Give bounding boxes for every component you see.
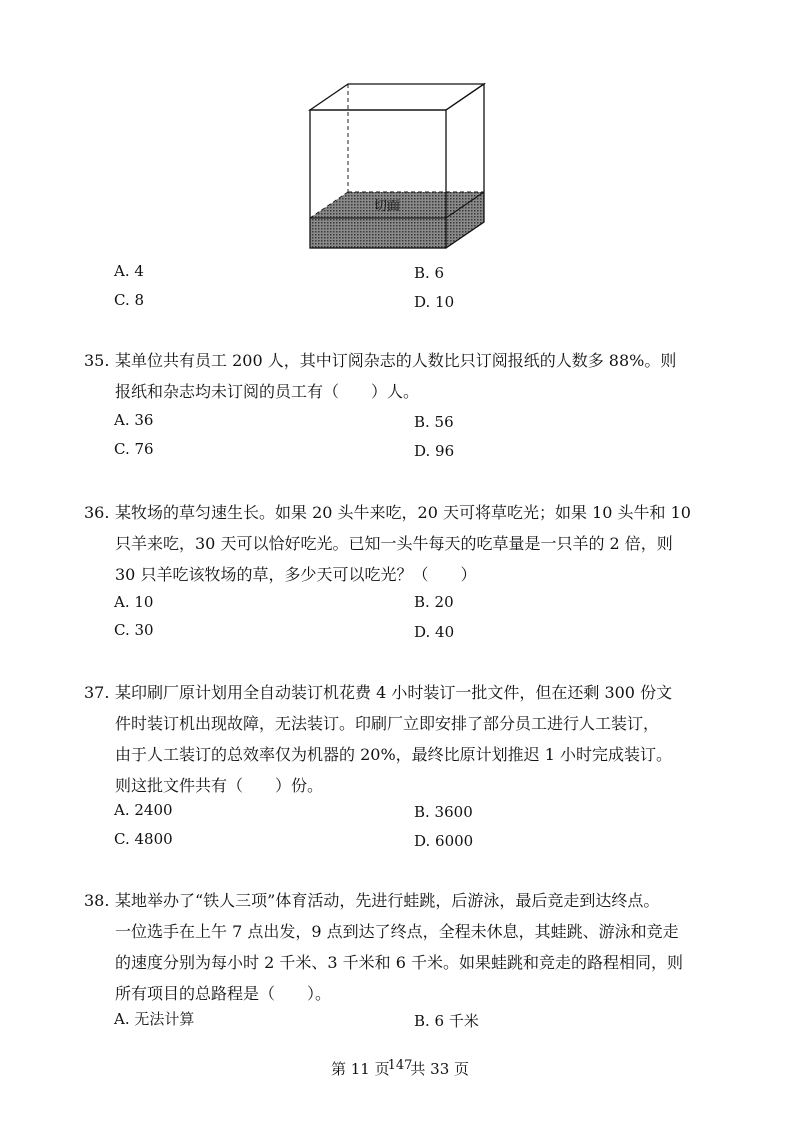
- q37-option-b: B. 3600: [414, 803, 473, 821]
- prev-option-b: B. 6: [414, 264, 445, 282]
- question-text-line: 只羊来吃，30 天可以恰好吃光。已知一头牛每天的吃草量是一只羊的 2 倍，则: [115, 534, 673, 553]
- q37-option-c: C. 4800: [114, 830, 173, 848]
- question-text-line: 则这批文件共有（ ）份。: [115, 776, 324, 795]
- question-text-line: 由于人工装订的总效率仅为机器的 20%，最终比原计划推迟 1 小时完成装订。: [115, 745, 673, 764]
- page-footer: [0, 1058, 800, 1079]
- footer-total-pages: 共 33 页: [410, 1060, 470, 1078]
- q35-option-d: D. 96: [414, 442, 455, 460]
- q35-option-c: C. 76: [114, 440, 154, 458]
- page-stamp: 147: [387, 1058, 413, 1073]
- question-text-line: 报纸和杂志均未订阅的员工有（ ）人。: [115, 382, 420, 401]
- footer-page-number: 第 11 页: [330, 1060, 390, 1078]
- q36-option-a: A. 10: [114, 593, 154, 611]
- section-front-shade: [310, 218, 446, 248]
- question-text-line: 某牧场的草匀速生长。如果 20 头牛来吃，20 天可将草吃光；如果 10 头牛和 10: [115, 503, 691, 522]
- question-number: 36.: [84, 503, 110, 522]
- q38-option-b: B. 6 千米: [414, 1012, 479, 1030]
- question-text-line: 某地举办了“铁人三项”体育活动，先进行蛙跳，后游泳，最后竞走到达终点。: [115, 891, 660, 910]
- section-label: 切面: [374, 199, 401, 214]
- q37-option-a: A. 2400: [114, 801, 173, 819]
- question-text-line: 某印刷厂原计划用全自动装订机花费 4 小时装订一批文件，但在还剩 300 份文: [115, 683, 673, 702]
- question-text-line: 的速度分别为每小时 2 千米、3 千米和 6 千米。如果蛙跳和竞走的路程相同，则: [115, 953, 683, 972]
- question-text-line: 件时装订机出现故障，无法装订。印刷厂立即安排了部分员工进行人工装订，: [115, 714, 660, 733]
- question-number: 37.: [84, 683, 110, 702]
- q37-option-d: D. 6000: [414, 832, 474, 850]
- question-text-line: 30 只羊吃该牧场的草，多少天可以吃光？（ ）: [115, 565, 477, 584]
- q38-option-a: A. 无法计算: [114, 1010, 195, 1028]
- prev-option-a: A. 4: [114, 262, 144, 280]
- question-text-line: 一位选手在上午 7 点出发，9 点到达了终点，全程未休息，其蛙跳、游泳和竞走: [115, 922, 679, 941]
- q35-option-a: A. 36: [114, 411, 154, 429]
- q36-option-b: B. 20: [414, 593, 454, 611]
- q36-option-d: D. 40: [414, 623, 455, 641]
- question-number: 35.: [84, 351, 110, 370]
- prev-option-c: C. 8: [114, 291, 145, 309]
- q36-option-c: C. 30: [114, 621, 154, 639]
- question-number: 38.: [84, 891, 110, 910]
- question-text-line: 某单位共有员工 200 人，其中订阅杂志的人数比只订阅报纸的人数多 88%。则: [115, 351, 677, 370]
- prev-option-d: D. 10: [414, 293, 455, 311]
- cube-figure: [300, 78, 490, 254]
- q35-option-b: B. 56: [414, 413, 454, 431]
- question-text-line: 所有项目的总路程是（ ）。: [115, 984, 332, 1003]
